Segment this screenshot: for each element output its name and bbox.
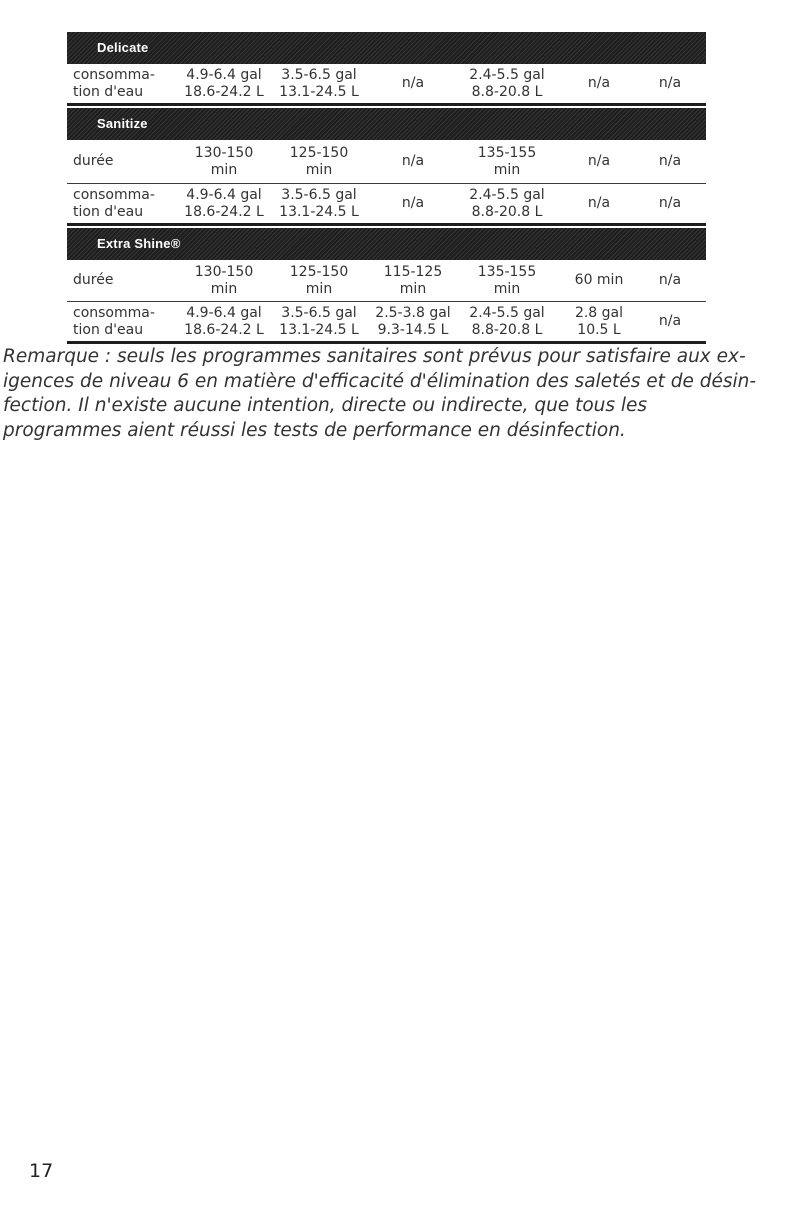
row-label: consomma- tion d'eau (73, 66, 155, 100)
table-cell: 2.4-5.5 gal 8.8-20.8 L (469, 66, 545, 100)
section-header-delicate (67, 32, 706, 64)
remark-paragraph (3, 345, 793, 443)
table-cell: n/a (401, 195, 425, 211)
table-cell: 60 min (574, 272, 624, 288)
table-cell: 2.5-3.8 gal 9.3-14.5 L (375, 304, 451, 338)
table-cell: n/a (587, 75, 611, 91)
table-cell: n/a (401, 153, 425, 169)
table-cell: n/a (658, 313, 682, 329)
table-cell: 2.4-5.5 gal 8.8-20.8 L (469, 186, 545, 220)
table-cell: 130-150 min (194, 144, 254, 178)
remark-line: fection. Il n'existe aucune intention, directe ou indirecte, que tous les (3, 395, 648, 416)
section-title: Sanitize (97, 116, 148, 131)
section-header-sanitize (67, 108, 706, 140)
table-cell: 2.8 gal 10.5 L (574, 304, 624, 338)
table-cell: n/a (587, 153, 611, 169)
remark-line: programmes aient réussi les tests de performance en désinfection. (3, 419, 626, 441)
row-label: durée (73, 272, 114, 288)
row-label: consomma- tion d'eau (73, 186, 155, 220)
section-title: Extra Shine® (97, 236, 181, 251)
table-row-duration (67, 260, 706, 302)
table-cell: n/a (658, 153, 682, 169)
row-label: durée (73, 153, 114, 169)
table-cell: 125-150 min (289, 144, 349, 178)
table-cell: 4.9-6.4 gal 18.6-24.2 L (184, 186, 264, 220)
section-header-extra-shine (67, 228, 706, 260)
table-row-water-consumption (67, 184, 706, 226)
row-label: consomma- tion d'eau (73, 304, 155, 338)
table-cell: 115-125 min (383, 263, 443, 297)
page-number: 17 (29, 1160, 54, 1182)
remark-line: igences de niveau 6 en matière d'efficacité d'élimination des saletés et de désin- (3, 370, 757, 392)
table-cell: 3.5-6.5 gal 13.1-24.5 L (279, 66, 359, 100)
table-cell: 135-155 min (477, 263, 537, 297)
table-cell: n/a (658, 195, 682, 211)
table-cell: 135-155 min (477, 144, 537, 178)
table-cell: 4.9-6.4 gal 18.6-24.2 L (184, 66, 264, 100)
table-row-water-consumption (67, 64, 706, 106)
table-cell: n/a (658, 272, 682, 288)
remark-line: Remarque : seuls les programmes sanitaires sont prévus pour satisfaire aux ex- (3, 346, 746, 367)
table-cell: 3.5-6.5 gal 13.1-24.5 L (279, 186, 359, 220)
section-title: Delicate (97, 40, 149, 55)
table-cell: 125-150 min (289, 263, 349, 297)
table-cell: 4.9-6.4 gal 18.6-24.2 L (184, 304, 264, 338)
table-cell: 2.4-5.5 gal 8.8-20.8 L (469, 304, 545, 338)
table-cell: n/a (401, 75, 425, 91)
table-cell: 130-150 min (194, 263, 254, 297)
table-cell: n/a (587, 195, 611, 211)
table-cell: n/a (658, 75, 682, 91)
table-row-water-consumption (67, 302, 706, 344)
table-cell: 3.5-6.5 gal 13.1-24.5 L (279, 304, 359, 338)
table-row-duration (67, 140, 706, 184)
